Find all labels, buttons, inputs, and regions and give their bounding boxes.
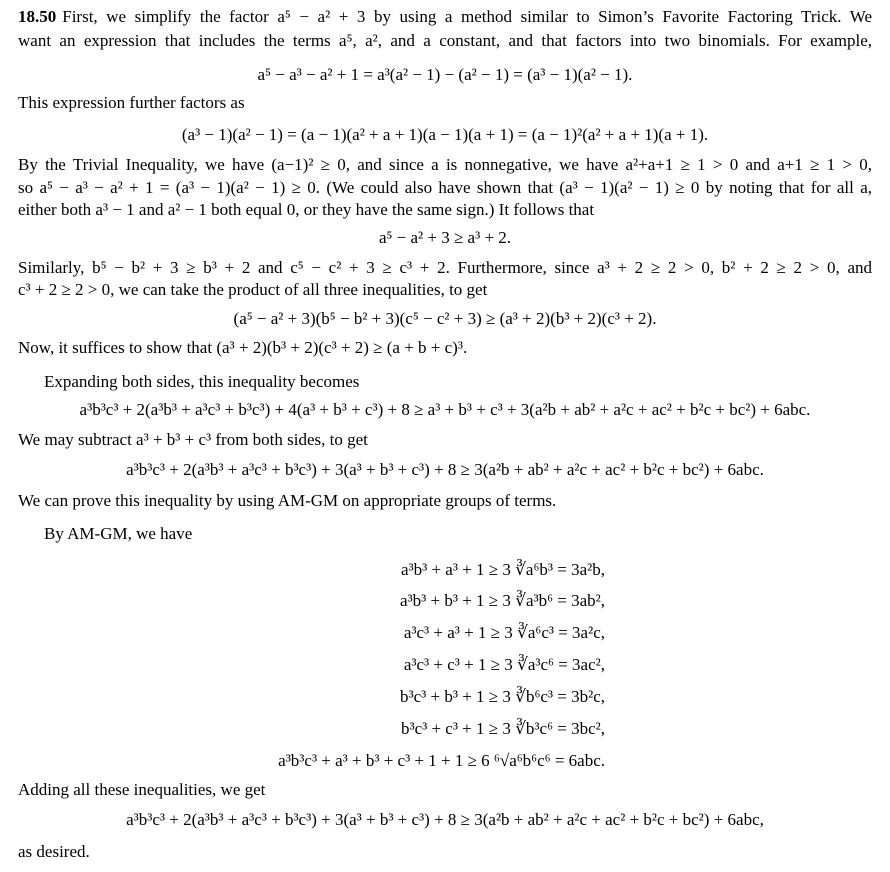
amgm-line-6: b³c³ + c³ + 1 ≥ 3 ∛b³c⁶ = 3bc², — [400, 719, 605, 738]
text-line-7: Similarly, b⁵ − b² + 3 ≥ b³ + 2 and c⁵ − c² + 3 ≥ c³ + 2. Furthermore, since a³ + 2 ≥ 2 > 0, b² + 2 ≥ 2 > 0, and — [18, 258, 872, 277]
text-line-5: so a⁵ − a³ − a² + 1 = (a³ − 1)(a² − 1) ≥ 0. (We could also have shown that (a³ − 1)(a² − 1) ≥ 0 by noting that for all a, — [18, 178, 872, 197]
text-line-6: either both a³ − 1 and a² − 1 both equal 0, or they have the same sign.) It follows that — [18, 200, 595, 219]
text-line-12: We can prove this inequality by using AM-GM on appropriate groups of terms. — [18, 491, 557, 510]
equation-3: a⁵ − a² + 3 ≥ a³ + 2. — [378, 228, 512, 247]
text-line-14: Adding all these inequalities, we get — [18, 780, 266, 799]
amgm-line-4: a³c³ + c³ + 1 ≥ 3 ∛a³c⁶ = 3ac², — [403, 655, 605, 674]
equation-7: a³b³c³ + 2(a³b³ + a³c³ + b³c³) + 3(a³ + b³ + c³) + 8 ≥ 3(a²b + ab² + a²c + ac² + b²c + bc²) + 6abc, — [126, 810, 764, 829]
amgm-line-5: b³c³ + b³ + 1 ≥ 3 ∛b⁶c³ = 3b²c, — [400, 687, 605, 706]
problem-number: 18.50 — [18, 7, 57, 26]
amgm-line-2: a³b³ + b³ + 1 ≥ 3 ∛a³b⁶ = 3ab², — [400, 591, 605, 610]
equation-5: a³b³c³ + 2(a³b³ + a³c³ + b³c³) + 4(a³ + b³ + c³) + 8 ≥ a³ + b³ + c³ + 3(a²b + ab² + a²c + ac² + b²c + bc²) + 6abc. — [79, 400, 811, 419]
text-line-8: c³ + 2 ≥ 2 > 0, we can take the product of all three inequalities, to get — [18, 280, 488, 299]
amgm-line-1: a³b³ + a³ + 1 ≥ 3 ∛a⁶b³ = 3a²b, — [400, 560, 605, 579]
amgm-line-7: a³b³c³ + a³ + b³ + c³ + 1 + 1 ≥ 6 ⁶√a⁶b⁶c⁶ = 6abc. — [278, 751, 605, 770]
text-line-4: By the Trivial Inequality, we have (a−1)² ≥ 0, and since a is nonnegative, we have a²+a+1 ≥ 1 > 0 and a+1 ≥ 1 > 0, — [18, 155, 872, 174]
amgm-line-3: a³c³ + a³ + 1 ≥ 3 ∛a⁶c³ = 3a²c, — [403, 623, 605, 642]
text-line-10: Expanding both sides, this inequality becomes — [44, 372, 360, 391]
equation-1: a⁵ − a³ − a² + 1 = a³(a² − 1) − (a² − 1) = (a³ − 1)(a² − 1). — [257, 65, 633, 84]
text-line-15: as desired. — [18, 842, 90, 861]
text-line-1: 18.50 First, we simplify the factor a⁵ − a² + 3 by using a method similar to Simon’s Favorite Factoring Trick. We — [18, 7, 872, 26]
equation-6: a³b³c³ + 2(a³b³ + a³c³ + b³c³) + 3(a³ + b³ + c³) + 8 ≥ 3(a²b + ab² + a²c + ac² + b²c + bc²) + 6abc. — [126, 460, 764, 479]
equation-2: (a³ − 1)(a² − 1) = (a − 1)(a² + a + 1)(a − 1)(a + 1) = (a − 1)²(a² + a + 1)(a + 1). — [181, 125, 709, 144]
text-line-9: Now, it suffices to show that (a³ + 2)(b³ + 2)(c³ + 2) ≥ (a + b + c)³. — [18, 338, 468, 357]
text-line-13: By AM-GM, we have — [44, 524, 193, 543]
text-line-3: This expression further factors as — [18, 93, 245, 112]
text-line-11: We may subtract a³ + b³ + c³ from both sides, to get — [18, 430, 368, 449]
text-line-2: want an expression that includes the terms a⁵, a², and a constant, and that factors into two binomials. For example, — [18, 31, 872, 50]
equation-4: (a⁵ − a² + 3)(b⁵ − b² + 3)(c⁵ − c² + 3) ≥ (a³ + 2)(b³ + 2)(c³ + 2). — [233, 309, 657, 328]
